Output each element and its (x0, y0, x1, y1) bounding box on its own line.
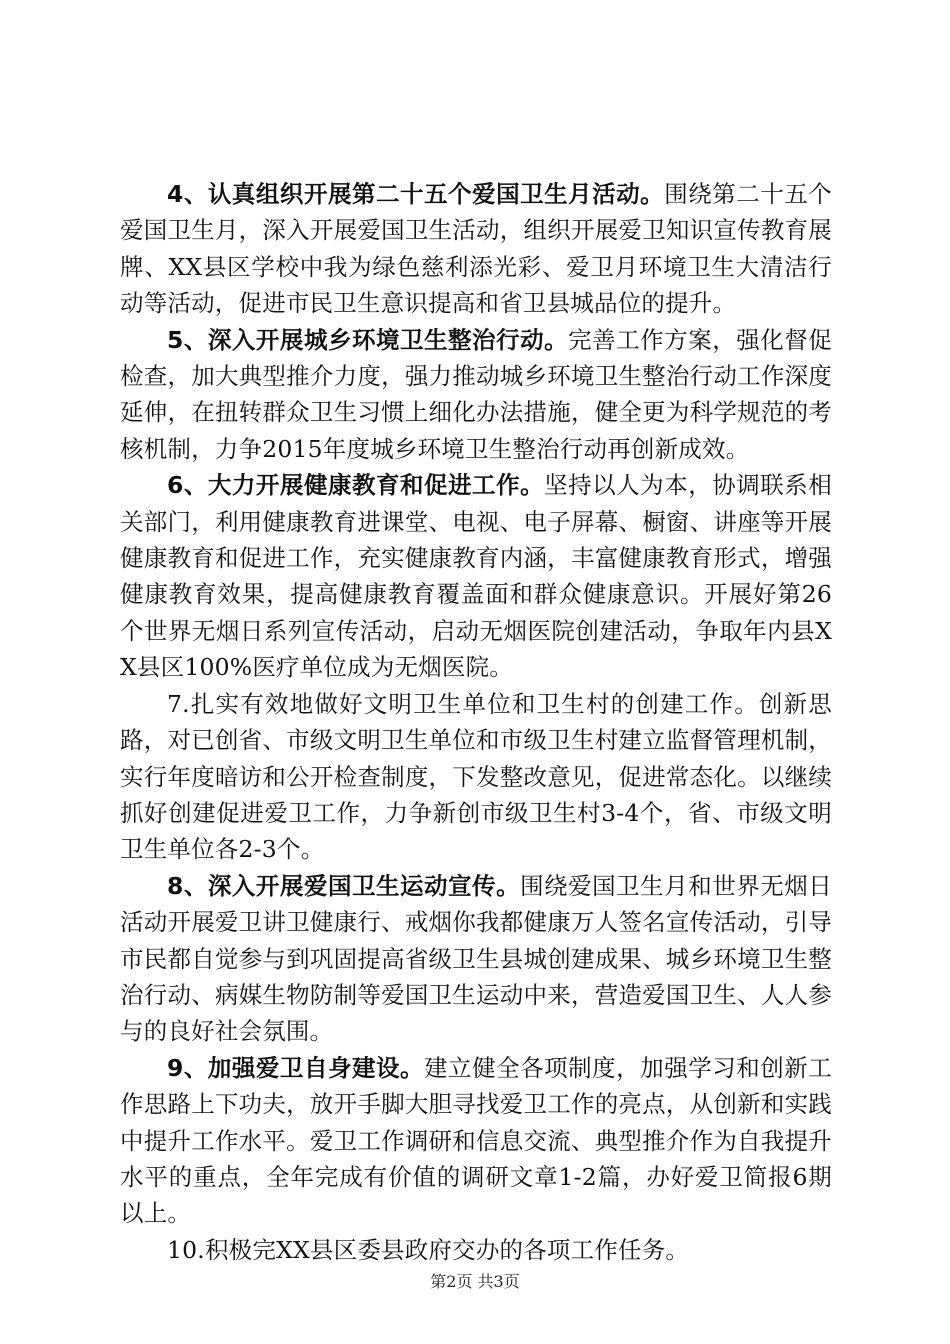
paragraph-heading: 5、深入开展城乡环境卫生整治行动。 (167, 325, 569, 354)
paragraph-text: 坚持以人为本，协调联系相关部门，利用健康教育进课堂、电视、电子屏幕、橱窗、讲座等开展健康教育和促进工作，充实健康教育内涵，丰富健康教育形式，增强健康教育效果，提高健康教育覆盖面和群众健康意识。开展好第26个世界无烟日系列宣传活动，启动无烟医院创建活动，争取年内县XX县区100%医疗单位成为无烟医院。 (120, 471, 832, 682)
paragraph-text: 10.积极完XX县区委县政府交办的各项工作任务。 (167, 1235, 690, 1264)
paragraph-text: 7.扎实有效地做好文明卫生单位和卫生村的创建工作。创新思路，对已创省、市级文明卫生单位和市级卫生村建立监督管理机制，实行年度暗访和公开检查制度，下发整改意见，促进常态化。以继续抓好创建促进爱卫工作，力争新创市级卫生村3-4个，省、市级文明卫生单位各2-3个。 (120, 689, 832, 864)
paragraph-10 (120, 1232, 832, 1268)
page-number-footer: 第2页 共3页 (430, 1272, 520, 1291)
paragraph-8 (120, 868, 832, 1050)
paragraph-heading: 6、大力开展健康教育和促进工作。 (167, 471, 545, 500)
paragraph-text: 建立健全各项制度，加强学习和创新工作思路上下功夫，放开手脚大胆寻找爱卫工作的亮点，从创新和实践中提升工作水平。爱卫工作调研和信息交流、典型推介作为自我提升水平的重点，全年完成有价值的调研文章1-2篇，办好爱卫简报6期以上。 (120, 1053, 832, 1228)
paragraph-5 (120, 322, 832, 468)
paragraph-6 (120, 467, 832, 685)
paragraph-heading: 9、加强爱卫自身建设。 (167, 1053, 425, 1082)
paragraph-heading: 4、认真组织开展第二十五个爱国卫生月活动。 (167, 180, 665, 208)
paragraph-text: 围绕第二十五个爱国卫生月，深入开展爱国卫生活动，组织开展爱卫知识宣传教育展牌、XX县区学校中我为绿色慈利添光彩、爱卫月环境卫生大清洁行动等活动，促进市民卫生意识提高和省卫县城品位的提升。 (120, 180, 832, 318)
paragraph-7 (120, 686, 832, 868)
paragraph-text: 围绕爱国卫生月和世界无烟日活动开展爱卫讲卫健康行、戒烟你我都健康万人签名宣传活动，引导市民都自觉参与到巩固提高省级卫生县城创建成果、城乡环境卫生整治行动、病媒生物防制等爱国卫生运动中来，营造爱国卫生、人人参与的良好社会氛围。 (120, 871, 832, 1046)
paragraph-heading: 8、深入开展爱国卫生运动宣传。 (167, 871, 521, 900)
document-body (120, 176, 832, 1268)
paragraph-text: 完善工作方案，强化督促检查，加大典型推介力度，强力推动城乡环境卫生整治行动工作深度延伸，在扭转群众卫生习惯上细化办法措施，健全更为科学规范的考核机制，力争2015年度城乡环境卫生整治行动再创新成效。 (120, 325, 832, 463)
paragraph-4 (120, 176, 832, 322)
paragraph-9 (120, 1050, 832, 1232)
